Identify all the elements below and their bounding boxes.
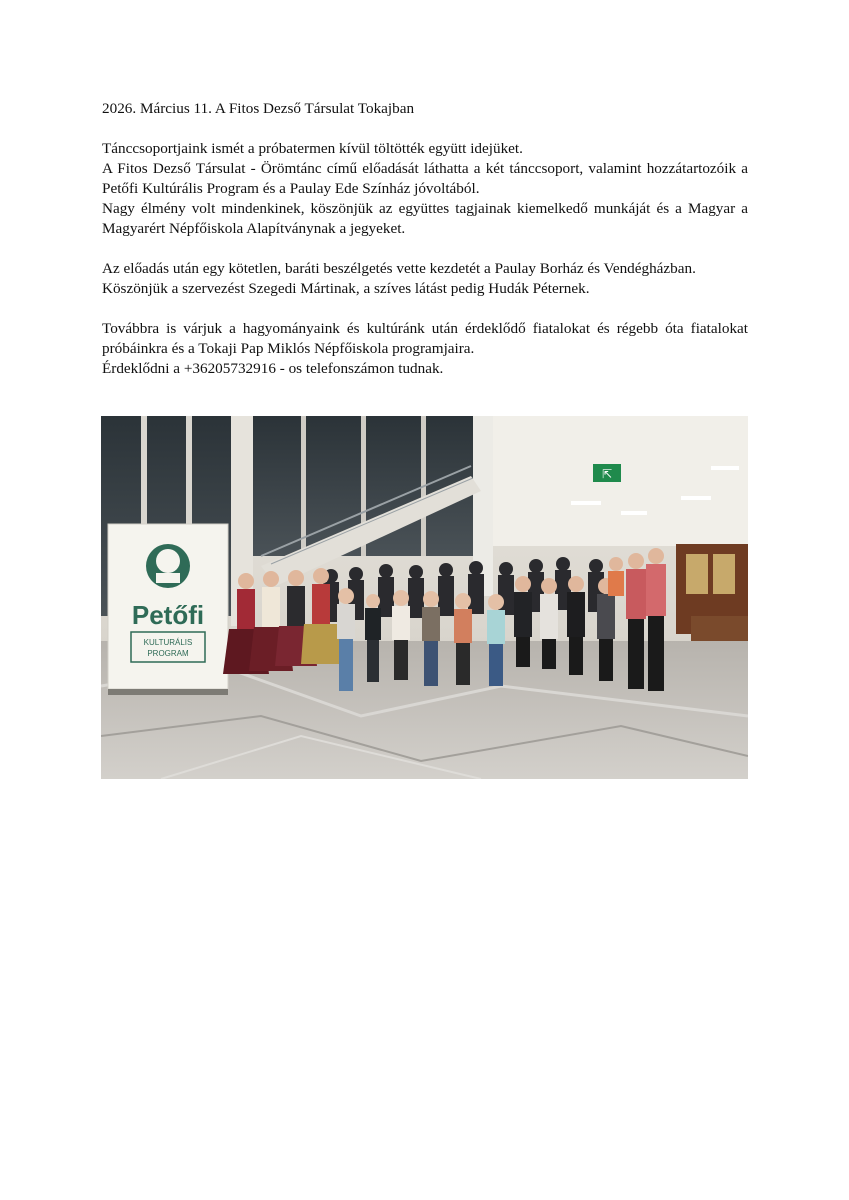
- group-photo-illustration: [101, 416, 748, 779]
- article-heading: 2026. Március 11. A Fitos Dezső Társulat Tokajban: [102, 100, 415, 117]
- paragraph-4: Az előadás után egy kötetlen, baráti beszélgetés vette kezdetét a Paulay Borház és Vendégházban.: [102, 260, 696, 277]
- paragraph-6: Továbbra is várjuk a hagyományaink és kultúránk után érdeklődő fiatalokat és régebb óta fiatalokat próbáinkra és a Tokaji Pap Miklós Népfőiskola programjaira.: [102, 320, 748, 357]
- paragraph-3: Nagy élmény volt mindenkinek, köszönjük az együttes tagjainak kiemelkedő munkáját és a Magyar a Magyarért Népfőiskola Alapítványnak a jegyeket.: [102, 200, 748, 237]
- paragraph-7: Érdeklődni a +36205732916 - os telefonszámon tudnak.: [102, 360, 444, 377]
- banner-subtitle-2: PROGRAM: [147, 649, 189, 658]
- banner-subtitle-1: KULTURÁLIS: [143, 638, 193, 647]
- banner-title: Petőfi: [131, 600, 205, 630]
- paragraph-5: Köszönjük a szervezést Szegedi Mártinak, a szíves látást pedig Hudák Péternek.: [102, 280, 590, 297]
- paragraph-1: Tánccsoportjaink ismét a próbatermen kívül töltötték együtt idejüket.: [102, 140, 523, 157]
- petofi-banner: [108, 524, 228, 695]
- group-photo: [101, 416, 748, 779]
- exit-sign-label: ⇱: [601, 467, 613, 481]
- paragraph-2: A Fitos Dezső Társulat - Örömtánc című előadását láthatta a két tánccsoport, valamint hozzátartozóik a Petőfi Kultúrális Program és a Paulay Ede Színház jóvoltából.: [102, 160, 748, 197]
- article-text: [102, 99, 748, 379]
